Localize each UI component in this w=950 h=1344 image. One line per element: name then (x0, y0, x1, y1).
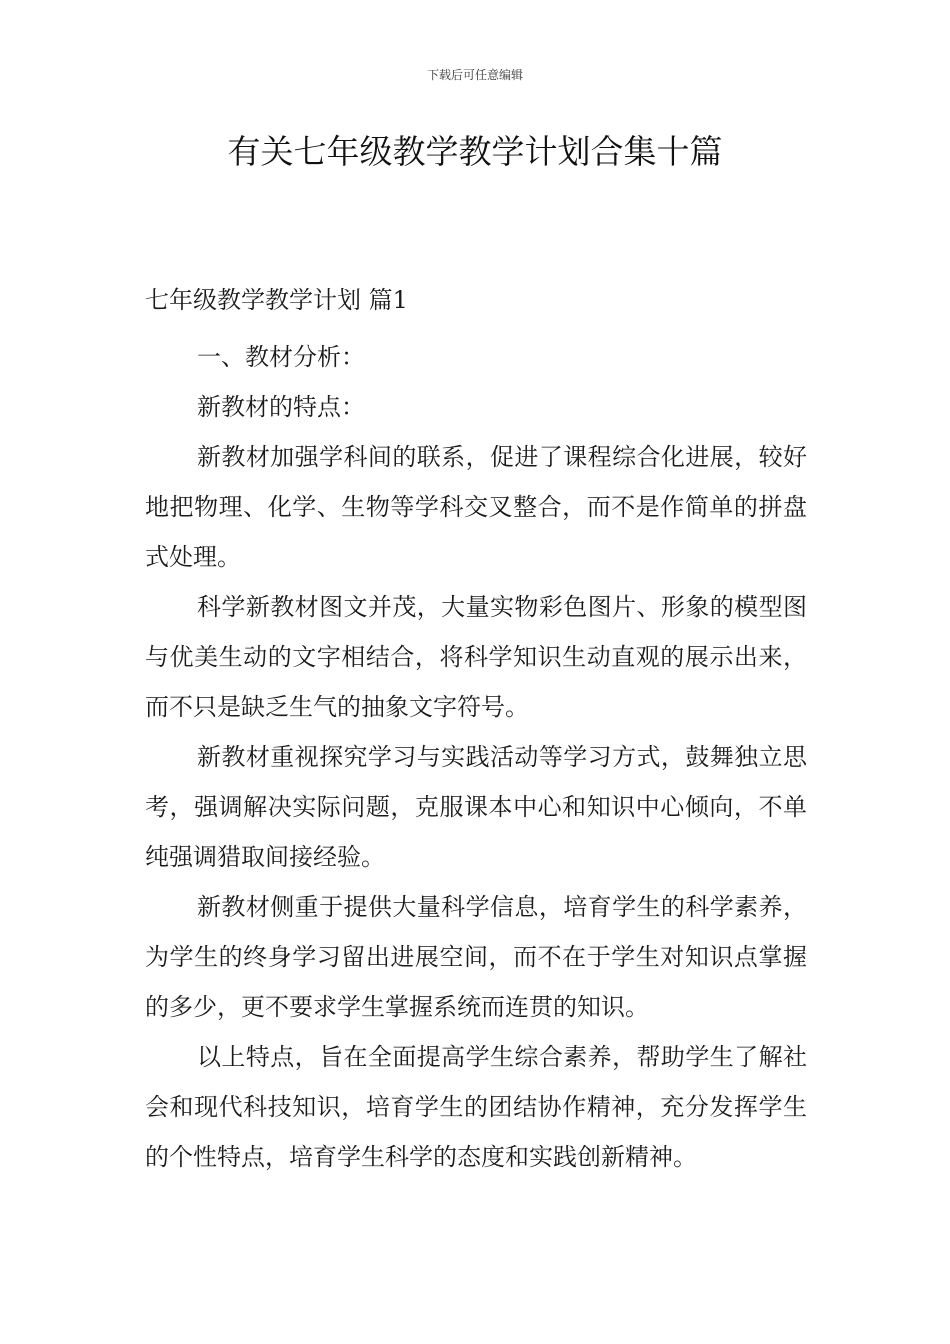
document-title: 有关七年级教学教学计划合集十篇 (227, 132, 723, 171)
section-heading: 七年级教学教学计划 篇1 (145, 286, 408, 314)
paragraph: 新教材重视探究学习与实践活动等学习方式，鼓舞独立思考，强调解决实际问题，克服课本中心和知识中心倾向，不单纯强调猎取间接经验。 (145, 743, 807, 871)
paragraph-outline-heading: 一、教材分析： (197, 343, 365, 371)
paragraph: 科学新教材图文并茂，大量实物彩色图片、形象的模型图与优美生动的文字相结合，将科学知识生动直观的展示出来，而不只是缺乏生气的抽象文字符号。 (145, 593, 807, 721)
document-body (145, 280, 807, 1182)
paragraph-subheading: 新教材的特点： (197, 393, 365, 421)
header-note: 下载后可任意编辑 (426, 68, 523, 82)
paragraph: 新教材加强学科间的联系，促进了课程综合化进展，较好地把物理、化学、生物等学科交叉整合，而不是作简单的拼盘式处理。 (145, 443, 807, 571)
paragraph: 新教材侧重于提供大量科学信息，培育学生的科学素养，为学生的终身学习留出进展空间，而不在于学生对知识点掌握的多少，更不要求学生掌握系统而连贯的知识。 (145, 893, 807, 1021)
paragraph: 以上特点，旨在全面提高学生综合素养，帮助学生了解社会和现代科技知识，培育学生的团结协作精神，充分发挥学生的个性特点，培育学生科学的态度和实践创新精神。 (145, 1043, 807, 1171)
